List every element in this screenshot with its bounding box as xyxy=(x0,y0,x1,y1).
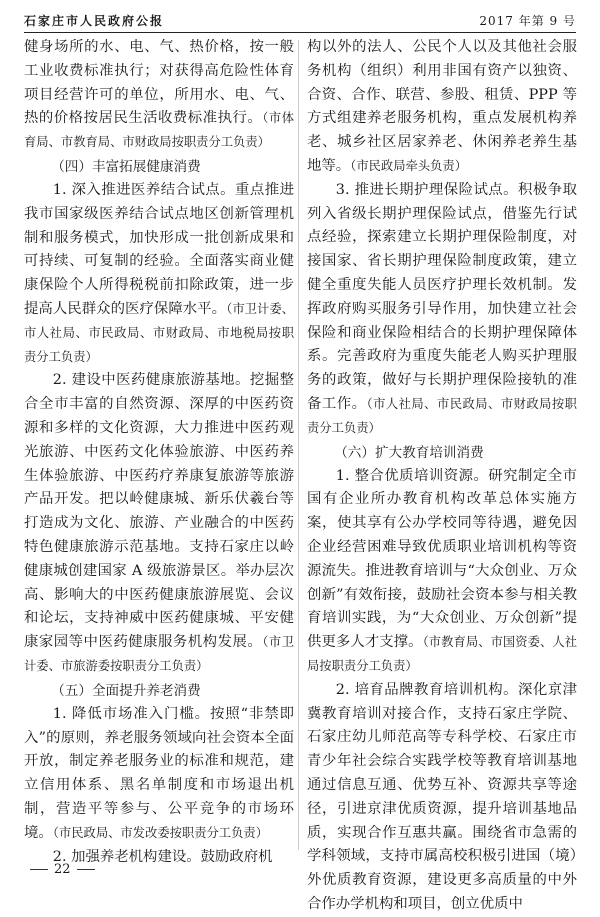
right-column xyxy=(307,36,577,912)
responsibility-note: （市民政局、市发改委按职责分工负责） xyxy=(52,825,268,840)
paragraph: 健身场所的水、电、气、热价格，按一般工业收费标准执行；对获得高危险性体育项目经营许可的单位，所用水、电、气、热的价格按居民生活收费标准执行。（市体育局、市教育局、市财政局按职责分工负责） xyxy=(24,39,294,150)
section-heading: （五）全面提升养老消费 xyxy=(51,682,201,699)
responsibility-note: （市教育局、市国资委、人社局按职责分工负责） xyxy=(307,635,577,673)
page-number: 22 xyxy=(54,862,71,877)
responsibility-note: （市民政局牵头负责） xyxy=(350,158,468,173)
left-column xyxy=(24,36,294,865)
journal-title: 石家庄市人民政府公报 xyxy=(24,13,165,28)
paragraph: 构以外的法人、公民个人以及其他社会服务机构（组织）利用非国有资产以独资、合资、合作、联营、参股、租赁、PPP 等方式组建养老服务机构，重点发展机构养老、城乡社区居家养老、休闲养老养生基地等。（市民政局牵头负责） xyxy=(307,39,577,174)
paragraph: 1. 深入推进医养结合试点。重点推进我市国家级医养结合试点地区创新管理机制和服务模式，加快形成一批创新成果和可持续、可复制的经验。全面落实商业健康保险个人所得税税前扣除政策，进一步提高人民群众的医疗保障水平。（市卫计委、市人社局、市民政局、市财政局、市地税局按职责分工负责） xyxy=(24,181,294,364)
paragraph: 2. 培育品牌教育培训机构。深化京津冀教育培训对接合作，支持石家庄学院、石家庄幼儿师范高等专科学校、石家庄市青少年社会综合实践学校等教育培训基地通过信息互通、优势互补、资源共享等途径，引进京津优质资源，提升培训基地品质，实现合作互惠共赢。围绕省市急需的学科领域，支持市属高校积极引进国（境）外优质教育资源，建设更多高质量的中外合作办学机构和项目，创立优质中 xyxy=(307,681,577,912)
paragraph: 1. 整合优质培训资源。研究制定全市国有企业所办教育机构改革总体实施方案，使其享有公办学校同等待遇，避免因企业经营困难导致优质职业培训机构等资源流失。推进教育培训与“大众创业、万众创新”有效衔接，鼓励社会资本参与相关教育培训实践，为“大众创业、万众创新”提供更多人才支撑。（市教育局、市国资委、人社局按职责分工负责） xyxy=(307,467,577,673)
section-heading: （四）丰富拓展健康消费 xyxy=(51,158,201,175)
issue-number: 2017 年第 9 号 xyxy=(479,13,576,28)
column-divider xyxy=(298,40,299,850)
section-heading: （六）扩大教育培训消费 xyxy=(334,444,484,461)
paragraph: 1. 降低市场准入门槛。按照“非禁即入”的原则，养老服务领域向社会资本全面开放，制定养老服务业的标准和规范，建立信用体系、黑名单制度和市场退出机制，营造平等参与、公平竞争的市场环境。（市民政局、市发改委按职责分工负责） xyxy=(24,705,294,841)
responsibility-note: （市卫计委、市人社局、市民政局、市财政局、市地税局按职责分工负责） xyxy=(24,301,294,364)
page-footer xyxy=(24,862,101,877)
responsibility-note: （市体育局、市教育局、市财政局按职责分工负责） xyxy=(24,111,294,150)
paragraph: 3. 推进长期护理保险试点。积极争取列入省级长期护理保险试点，借鉴先行试点经验，探索建立长期护理保险制度，对接国家、省长期护理保险制度政策，建立健全重度失能人员医疗护理长效机制。发挥政府购买服务引导作用，加快建立社会保险和商业保险相结合的长期护理保障体系。完善政府为重度失能老人购买护理服务的政策，做好与长期护理保险接轨的准备工作。（市人社局、市民政局、市财政局按职责分工负责） xyxy=(307,181,577,435)
page-header xyxy=(24,8,576,33)
responsibility-note: （市人社局、市民政局、市财政局按职责分工负责） xyxy=(307,396,577,435)
paragraph: 2. 加强养老机构建设。鼓励政府机 xyxy=(52,848,273,865)
paragraph: 2. 建设中医药健康旅游基地。挖掘整合全市丰富的自然资源、深厚的中医药资源和多样的文化资源，大力推进中医药观光旅游、中医药文化体验旅游、中医药养生体验旅游、中医药疗养康复旅游等旅游产品开发。把以岭健康城、新乐伏羲台等打造成为文化、旅游、产业融合的中医药特色健康旅游示范基地。支持石家庄以岭健康城创建国家 A 级旅游景区。举办层次高、影响大的中医药健康旅游展览、会议和论坛，支持神威中医药健康城、平安健康家园等中医药健康服务机构发展。（市卫计委、市旅游委按职责分工负责） xyxy=(24,372,294,673)
footer-dash xyxy=(77,869,95,870)
footer-dash xyxy=(30,869,48,870)
responsibility-note: （市卫计委、市旅游委按职责分工负责） xyxy=(24,635,294,673)
